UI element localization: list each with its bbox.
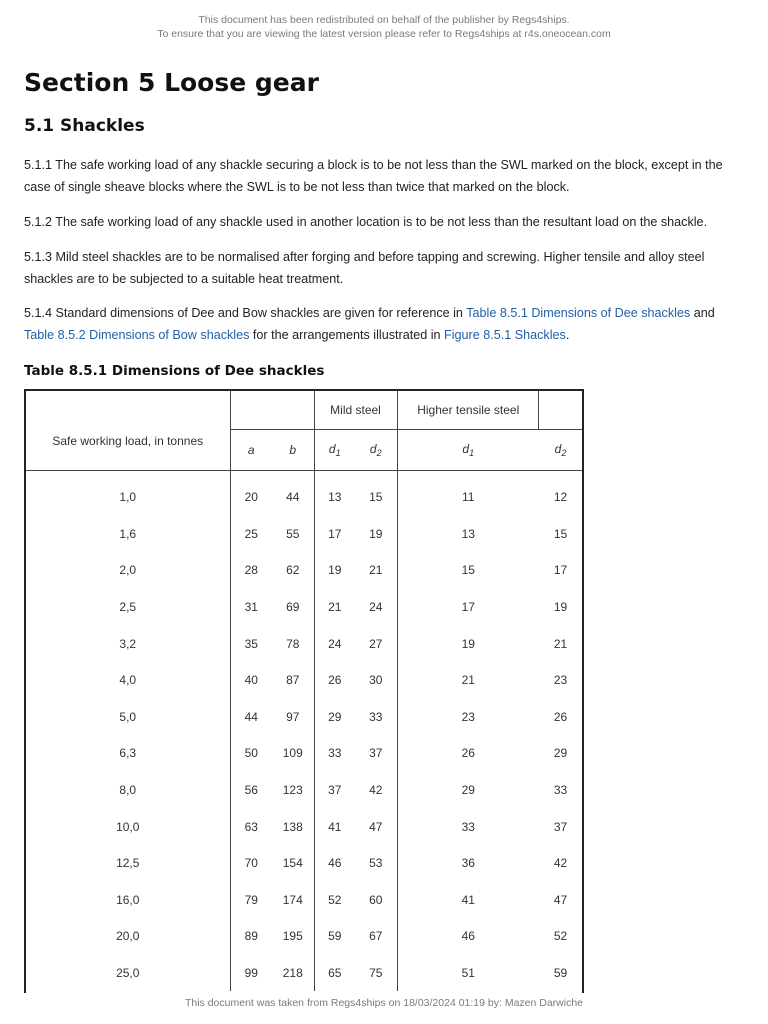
cell-mild-d1: 37 <box>328 783 342 798</box>
table-caption: Table 8.5.1 Dimensions of Dee shackles <box>24 363 325 379</box>
cell-ht-d1: 21 <box>461 673 475 688</box>
banner-line-2: To ensure that you are viewing the latest version please refer to Regs4ships at r4s.oneocean.com <box>157 28 611 40</box>
spacer-cell <box>314 471 355 480</box>
subscript: 1 <box>469 448 475 458</box>
paragraph-text: 5.1.4 Standard dimensions of Dee and Bow shackles are given for reference in <box>24 306 467 320</box>
cell-mild-d1: 65 <box>328 966 342 981</box>
cell-ht-d2: 37 <box>553 819 568 834</box>
cell-ht-d2: 17 <box>553 563 568 578</box>
cell-b: 154 <box>272 845 314 882</box>
paragraph-5-1-2: 5.1.2 The safe working load of any shackle used in another location is to be not less than the resultant load on the shackle. <box>24 215 708 229</box>
cell-ht-d1: 15 <box>461 563 475 578</box>
link-table-8-5-2[interactable]: Table 8.5.2 Dimensions of Bow shackles <box>24 328 250 342</box>
link-table-8-5-1[interactable]: Table 8.5.1 Dimensions of Dee shackles <box>466 306 691 320</box>
cell-mild-d2: 24 <box>355 589 397 626</box>
cell-swl: 1,6 <box>26 516 230 553</box>
cell-ht-d2: 33 <box>553 783 568 798</box>
cell-ht-d2: 42 <box>553 856 568 871</box>
cell-b: 138 <box>272 808 314 845</box>
header-d-symbol: d <box>369 442 377 456</box>
spacer-cell <box>397 471 539 480</box>
header-mild-d1 <box>314 430 355 471</box>
cell-b: 174 <box>272 882 314 919</box>
cell-mild-d1: 33 <box>328 746 342 761</box>
cell-a: 70 <box>244 856 258 871</box>
cell-ht-d1: 29 <box>461 783 475 798</box>
cell-swl: 20,0 <box>26 918 230 955</box>
cell-mild-d2: 15 <box>355 479 397 516</box>
cell-a: 40 <box>244 673 258 688</box>
cell-a: 50 <box>244 746 258 761</box>
cell-ht-d1: 36 <box>461 856 475 871</box>
cell-mild-d1: 52 <box>328 892 342 907</box>
table-row <box>26 772 582 809</box>
header-higher-tensile-steel: Higher tensile steel <box>397 391 539 430</box>
paragraph-text: and <box>690 306 715 320</box>
spacer-cell <box>26 471 230 480</box>
cell-mild-d1: 13 <box>328 490 342 505</box>
cell-mild-d2: 21 <box>355 552 397 589</box>
cell-mild-d2: 27 <box>355 625 397 662</box>
cell-ht-d2: 29 <box>553 746 568 761</box>
cell-b: 97 <box>272 699 314 736</box>
cell-ht-d1: 11 <box>462 490 475 505</box>
cell-ht-d1: 33 <box>461 819 475 834</box>
table-row <box>26 882 582 919</box>
table-row <box>26 918 582 955</box>
cell-ht-d1: 13 <box>461 526 475 541</box>
header-mild-steel: Mild steel <box>314 391 397 430</box>
table-row <box>26 808 582 845</box>
cell-swl: 10,0 <box>26 808 230 845</box>
table-row <box>26 516 582 553</box>
header-ht-d1 <box>397 430 539 471</box>
cell-swl: 3,2 <box>26 625 230 662</box>
cell-b: 87 <box>272 662 314 699</box>
cell-mild-d1: 46 <box>328 856 342 871</box>
table-row <box>26 589 582 626</box>
spacer-row <box>26 471 582 480</box>
paragraph-text: for the arrangements illustrated in <box>249 328 445 342</box>
cell-mild-d1: 26 <box>328 673 342 688</box>
cell-ht-d2: 59 <box>553 966 568 981</box>
paragraph-5-1-1: 5.1.1 The safe working load of any shackle securing a block is to be not less than the SWL marked on the block, except in the case of single sheave blocks where the SWL is to be not less than twice that marked on the block. <box>24 158 723 194</box>
paragraph-text: . <box>565 328 570 342</box>
cell-swl: 16,0 <box>26 882 230 919</box>
cell-b: 195 <box>272 918 314 955</box>
cell-mild-d2: 60 <box>355 882 397 919</box>
table-row <box>26 479 582 516</box>
cell-ht-d1: 46 <box>461 929 475 944</box>
table-row <box>26 625 582 662</box>
cell-mild-d2: 42 <box>355 772 397 809</box>
subscript: 2 <box>376 448 382 458</box>
table-row <box>26 552 582 589</box>
redistribution-banner <box>0 13 768 41</box>
cell-swl: 4,0 <box>26 662 230 699</box>
spacer-cell <box>230 471 272 480</box>
cell-swl: 2,0 <box>26 552 230 589</box>
header-d-symbol: d <box>554 442 562 456</box>
cell-b: 44 <box>272 479 314 516</box>
cell-mild-d2: 30 <box>355 662 397 699</box>
cell-swl: 2,5 <box>26 589 230 626</box>
paragraph-5-1-4 <box>24 302 746 346</box>
cell-mild-d1: 17 <box>328 526 342 541</box>
page-footer: This document was taken from Regs4ships on 18/03/2024 01:19 by: Mazen Darwiche <box>184 997 584 1009</box>
cell-swl: 5,0 <box>26 699 230 736</box>
cell-mild-d1: 24 <box>328 636 342 651</box>
spacer-cell <box>355 471 397 480</box>
cell-a: 31 <box>244 600 258 615</box>
cell-ht-d2: 21 <box>553 636 568 651</box>
cell-a: 99 <box>244 966 258 981</box>
cell-mild-d2: 37 <box>355 735 397 772</box>
subscript: 2 <box>561 448 567 458</box>
cell-b: 123 <box>272 772 314 809</box>
cell-mild-d1: 59 <box>328 929 342 944</box>
cell-a: 44 <box>244 709 258 724</box>
table-row <box>26 735 582 772</box>
table-row <box>26 662 582 699</box>
cell-ht-d2: 12 <box>553 490 568 505</box>
header-d-symbol: d <box>328 442 336 456</box>
cell-mild-d2: 67 <box>355 918 397 955</box>
spacer-cell <box>272 471 314 480</box>
cell-mild-d1: 19 <box>328 563 342 578</box>
cell-mild-d1: 29 <box>328 709 342 724</box>
cell-a: 25 <box>244 526 258 541</box>
dee-shackles-table <box>24 389 584 993</box>
cell-swl: 8,0 <box>26 772 230 809</box>
cell-ht-d2: 52 <box>553 929 568 944</box>
cell-mild-d2: 47 <box>355 808 397 845</box>
cell-ht-d2: 23 <box>553 673 568 688</box>
spacer-cell <box>539 471 582 480</box>
cell-swl: 25,0 <box>26 955 230 992</box>
cell-b: 62 <box>272 552 314 589</box>
header-empty <box>539 391 582 430</box>
cell-swl: 1,0 <box>26 479 230 516</box>
cell-a: 56 <box>244 783 258 798</box>
cell-b: 218 <box>272 955 314 992</box>
subsection-title: 5.1 Shackles <box>24 116 145 136</box>
cell-ht-d2: 19 <box>553 600 568 615</box>
cell-mild-d2: 75 <box>355 955 397 992</box>
cell-mild-d2: 53 <box>355 845 397 882</box>
section-title: Section 5 Loose gear <box>24 68 319 97</box>
cell-ht-d1: 26 <box>461 746 475 761</box>
cell-a: 20 <box>244 490 258 505</box>
cell-b: 78 <box>272 625 314 662</box>
header-empty <box>230 391 314 430</box>
cell-ht-d2: 26 <box>553 709 568 724</box>
header-mild-d2 <box>355 430 397 471</box>
cell-mild-d1: 41 <box>328 819 342 834</box>
cell-b: 55 <box>272 516 314 553</box>
header-d-symbol: d <box>462 442 470 456</box>
cell-ht-d2: 15 <box>553 526 568 541</box>
cell-a: 63 <box>244 819 258 834</box>
cell-ht-d1: 23 <box>461 709 475 724</box>
link-figure-8-5-1[interactable]: Figure 8.5.1 Shackles <box>444 328 566 342</box>
header-b: b <box>272 430 314 471</box>
cell-swl: 6,3 <box>26 735 230 772</box>
cell-a: 28 <box>244 563 258 578</box>
cell-swl: 12,5 <box>26 845 230 882</box>
cell-ht-d1: 51 <box>461 966 475 981</box>
table-body <box>26 471 582 992</box>
banner-line-1: This document has been redistributed on behalf of the publisher by Regs4ships. <box>198 14 570 26</box>
cell-ht-d1: 19 <box>461 636 475 651</box>
table-row <box>26 955 582 992</box>
cell-a: 89 <box>244 929 258 944</box>
cell-mild-d2: 19 <box>355 516 397 553</box>
cell-b: 109 <box>272 735 314 772</box>
table-row <box>26 845 582 882</box>
header-ht-d2 <box>539 430 582 471</box>
cell-a: 79 <box>244 892 258 907</box>
cell-a: 35 <box>244 636 258 651</box>
paragraph-5-1-3: 5.1.3 Mild steel shackles are to be normalised after forging and before tapping and screwing. Higher tensile and alloy steel shackles are to be subjected to a suitable heat treatment. <box>24 250 705 286</box>
cell-ht-d1: 17 <box>461 600 475 615</box>
table-row <box>26 699 582 736</box>
cell-mild-d2: 33 <box>355 699 397 736</box>
cell-ht-d2: 47 <box>553 892 568 907</box>
header-a: a <box>230 430 272 471</box>
subscript: 1 <box>335 448 341 458</box>
cell-mild-d1: 21 <box>328 600 342 615</box>
cell-b: 69 <box>272 589 314 626</box>
cell-ht-d1: 41 <box>461 892 475 907</box>
header-safe-working-load: Safe working load, in tonnes <box>26 391 230 471</box>
